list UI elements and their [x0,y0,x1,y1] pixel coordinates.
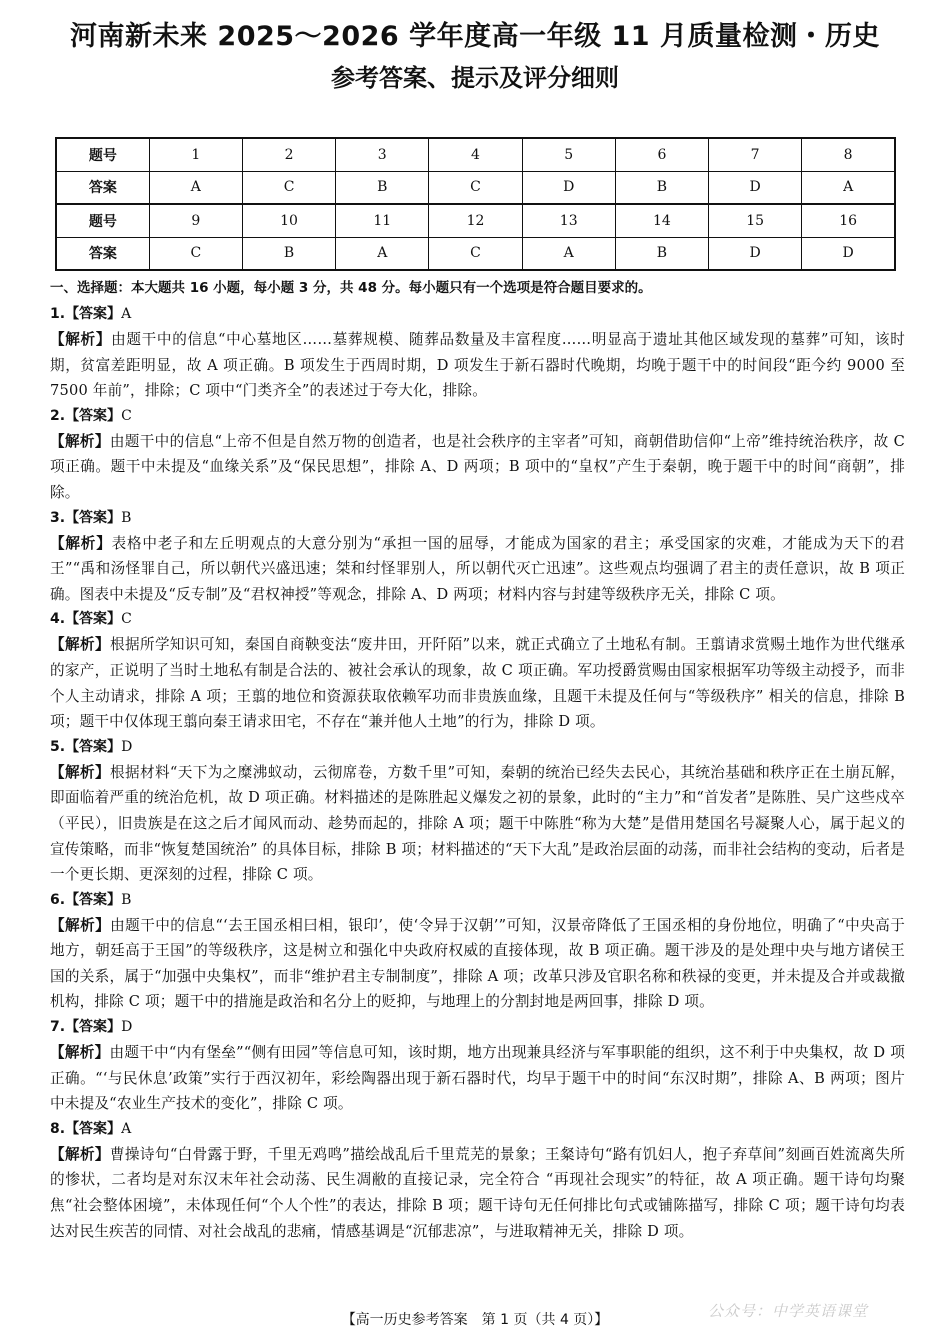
answer-value: D [121,1019,133,1036]
analysis-text: 表格中老子和左丘明观点的大意分别为“承担一国的屈辱，才能成为国家的君主；承受国家的灾难，才能成为天下的君王”“禹和汤怪罪自己，所以朝代兴盛迅速；桀和纣怪罪别人，所以朝代灭亡迅速”。这些观点均强调了君主的责任意识，故 B 项正确。图表中未提及“反专制”及“君权神授”等观念，排除 A、D 两项；材料内容与封建等级秩序无关，排除 C 项。 [50,534,905,603]
question-number: 3. [50,509,66,526]
question-number: 4. [50,611,66,628]
answer-line [50,1015,905,1040]
answer-value: B [121,509,132,526]
question-number-row [56,204,895,237]
answer-line [50,888,905,913]
question-number: 6. [50,891,66,908]
answer-label: 答案 [56,171,149,204]
answer-cell: C [429,171,522,204]
question-number-cell: 12 [429,204,522,237]
question-number-cell: 5 [522,138,615,171]
answer-tag: 【答案】 [65,306,122,322]
answer-value: A [121,306,132,322]
answer-cell: B [615,237,708,270]
question-item [50,888,905,1015]
answer-cell: C [149,237,242,270]
question-item [50,506,905,608]
answer-tag: 【答案】 [65,611,122,628]
answer-cell: C [242,171,335,204]
question-number: 1. [50,306,66,322]
analysis-text: 由题干中的信息“上帝不但是自然万物的创造者，也是社会秩序的主宰者”可知，商朝借助信仰“上帝”维持统治秩序，故 C 项正确。题干中未提及“血缘关系”及“保民思想”，排除 A、D 两项；B 项中的“皇权”产生于秦朝，晚于题干中的时间“商朝”，排除。 [50,432,905,501]
watermark: 公众号：中学英语课堂 [708,1302,869,1320]
analysis-paragraph [50,531,905,608]
answer-cell: D [802,237,895,270]
question-number-cell: 9 [149,204,242,237]
analysis-paragraph [50,429,905,506]
analysis-tag: 【解析】 [50,331,112,348]
answer-line [50,404,905,429]
answer-value: C [121,611,132,628]
analysis-tag: 【解析】 [50,916,111,934]
question-number-cell: 14 [615,204,708,237]
analysis-paragraph [50,760,905,888]
answer-line [50,302,905,327]
analysis-tag: 【解析】 [50,1145,110,1163]
question-item [50,1015,905,1117]
analysis-tag: 【解析】 [50,534,112,552]
answer-tag: 【答案】 [65,738,122,755]
analysis-paragraph [50,1040,905,1117]
analysis-text: 根据材料“天下为之糜沸蚁动，云彻席卷，方数千里”可知，秦朝的统治已经失去民心，其统治基础和秩序正在土崩瓦解，即面临着严重的统治危机，故 D 项正确。材料描述的是陈胜起义爆发之初的景象，此时的“主力”和“首发者”是陈胜、吴广这些戍卒（平民），旧贵族是在这之后才闻风而动、趁势而起的，排除 A 项；题干中陈胜“称为大楚”是借用楚国名号凝聚人心，属于起义的宣传策略，而非“恢复楚国统治” 的具体目标，排除 B 项；材料描述的“天下大乱”是政治层面的动荡，而非社会结构的变动，后者是一个更长期、更深刻的过程，排除 C 项。 [50,763,905,884]
answer-cell: D [522,171,615,204]
answer-cell: D [709,237,802,270]
question-number-cell: 7 [709,138,802,171]
analysis-text: 由题干中的信息“中心墓地区……墓葬规模、随葬品数量及丰富程度……明显高于遗址其他区域发现的墓葬”可知，该时期，贫富差距明显，故 A 项正确。B 项发生于西周时期，D 项发生于新石器时代晚期，均晚于题干中的时间段“距今约 9000 至 7500 年前”，排除；C 项中“门类齐全”的表述过于夸大化，排除。 [50,331,905,400]
answer-tag: 【答案】 [65,509,122,526]
answer-cell: B [242,237,335,270]
analysis-tag: 【解析】 [50,763,110,781]
question-number-label: 题号 [56,204,149,237]
answer-row [56,237,895,270]
page-footer: 【高一历史参考答案 第 1 页（共 4 页）】 [341,1312,609,1328]
answer-value: C [121,407,132,424]
analysis-text: 由题干中的信息“‘去王国丞相曰相，银印’，使‘令异于汉朝’”可知，汉景帝降低了王国丞相的身份地位，明确了“中央高于地方，朝廷高于王国”的等级秩序，这是树立和强化中央政府权威的直接体现，故 B 项正确。题干涉及的是处理中央与地方诸侯王国的关系，属于“加强中央集权”，而非“维护君主专制制度”，排除 A 项；改革只涉及官职名称和秩禄的变更，并未提及合并或裁撤机构，排除 C 项；题干中的措施是政治和名分上的贬抑，与地理上的分割封地是两回事，排除 D 项。 [50,916,906,1011]
analysis-text: 由题干中“内有堡垒”“侧有田园”等信息可知，该时期，地方出现兼具经济与军事职能的组织，这不利于中央集权，故 D 项正确。“‘与民休息’政策”实行于西汉初年，彩绘陶器出现于新石器时代，均早于题干中的时间“东汉时期”，排除 A、B 两项；图片中未提及“农业生产技术的变化”，排除 C 项。 [50,1044,905,1113]
question-number: 7. [50,1019,66,1036]
answer-line [50,506,905,531]
question-number: 2. [50,407,66,424]
question-number-cell: 2 [242,138,335,171]
answer-cell: A [522,237,615,270]
analysis-text: 曹操诗句“白骨露于野，千里无鸡鸣”描绘战乱后千里荒芜的景象；王粲诗句“路有饥妇人，抱子弃草间”刻画百姓流离失所的惨状，二者均是对东汉末年社会动荡、民生凋敝的直接记录，完全符合 “再现社会现实”的特征，故 A 项正确。题干诗句均聚焦“社会整体困境”，未体现任何“个人个性”的表达，排除 B 项；题干诗句无任何排比句式或铺陈描写，排除 C 项；题干诗句均表达对民生疾苦的同情、对社会战乱的悲痛，情感基调是“沉郁悲凉”，与进取精神无关，排除 D 项。 [50,1145,905,1240]
answer-cell: A [802,171,895,204]
analysis-paragraph [50,1142,905,1244]
question-number-cell: 10 [242,204,335,237]
analysis-paragraph [50,327,905,404]
answer-cell: B [336,171,429,204]
question-number-cell: 4 [429,138,522,171]
answer-cell: A [149,171,242,204]
analysis-paragraph [50,913,905,1015]
question-number-row [56,138,895,171]
question-number-cell: 16 [802,204,895,237]
answer-value: A [121,1120,132,1137]
answer-tag: 【答案】 [65,891,122,908]
answer-line [50,735,905,760]
question-number-cell: 8 [802,138,895,171]
question-number: 5. [50,738,66,755]
question-number-cell: 13 [522,204,615,237]
page-subtitle: 参考答案、提示及评分细则 [331,64,619,92]
section-heading: 一、选择题：本大题共 16 小题，每小题 3 分，共 48 分。每小题只有一个选项是符合题目要求的。 [50,280,652,296]
answer-cell: C [429,237,522,270]
question-item [50,735,905,888]
question-item [50,1117,905,1244]
analysis-paragraph [50,632,905,734]
analysis-tag: 【解析】 [50,636,110,654]
question-number-cell: 1 [149,138,242,171]
analysis-text: 根据所学知识可知，秦国自商鞅变法“废井田，开阡陌”以来，就正式确立了土地私有制。王翦请求赏赐土地作为世代继承的家产，正说明了当时土地私有制是合法的、被社会承认的现象，故 C 项正确。军功授爵赏赐由国家根据军功等级主动授予，而非个人主动请求，排除 A 项；王翦的地位和资源获取依赖军功而非贵族血缘，且题干未提及任何与“等级秩序” 相关的信息，排除 B 项；题干中仅体现王翦向秦王请求田宅，不存在“兼并他人土地”的行为，排除 D 项。 [50,636,905,731]
answer-line [50,607,905,632]
answer-label: 答案 [56,237,149,270]
question-item [50,302,905,404]
page-title: 河南新未来 2025～2026 学年度高一年级 11 月质量检测・历史 [70,21,880,52]
question-list [50,302,905,1244]
answer-cell: B [615,171,708,204]
question-number-cell: 6 [615,138,708,171]
question-number-cell: 15 [709,204,802,237]
question-number-cell: 11 [336,204,429,237]
analysis-tag: 【解析】 [50,432,110,450]
answer-value: B [121,891,132,908]
answer-table [55,137,896,271]
analysis-tag: 【解析】 [50,1044,110,1062]
answer-cell: A [336,237,429,270]
answer-tag: 【答案】 [65,1120,122,1137]
question-number: 8. [50,1120,66,1137]
question-item [50,404,905,506]
question-number-label: 题号 [56,138,149,171]
answer-tag: 【答案】 [65,1019,122,1036]
answer-row [56,171,895,204]
answer-value: D [121,738,133,755]
question-item [50,607,905,734]
answer-cell: D [709,171,802,204]
question-number-cell: 3 [336,138,429,171]
answer-tag: 【答案】 [65,407,122,424]
answer-line [50,1117,905,1142]
